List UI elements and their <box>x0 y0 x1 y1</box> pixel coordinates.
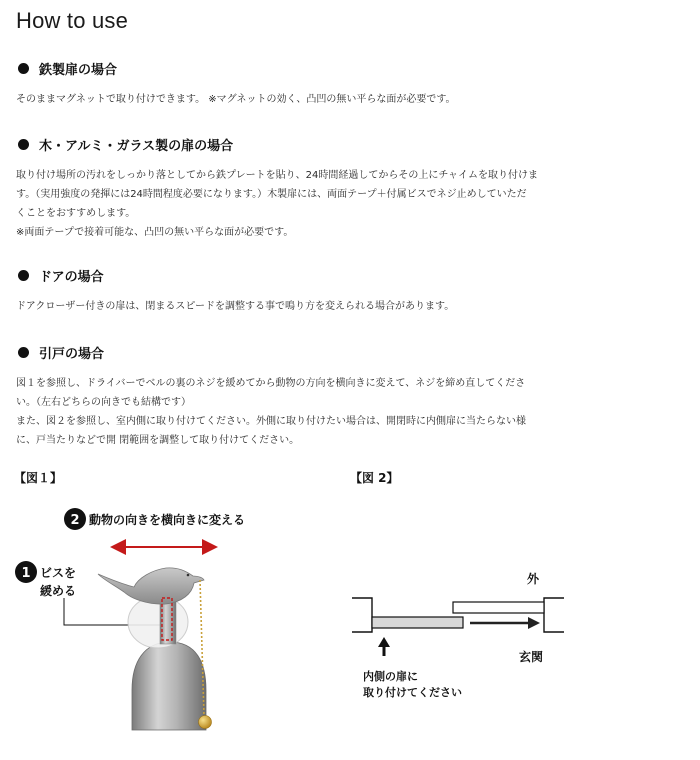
body-line: 図１を参照し、ドライバーでベルの裏のネジを緩めてから動物の方向を横向きに変えて、ネジを締め直してくださ <box>16 378 526 389</box>
body-line: い。（左右どちらの向きでも結構です） <box>16 397 191 408</box>
outer-door <box>453 602 544 613</box>
callout-text-line1: 内側の扉に <box>363 670 418 683</box>
entrance-label: 玄関 <box>519 650 544 664</box>
step2-number: 2 <box>70 513 80 528</box>
body-line: ドアクローザー付きの扉は、閉まるスピードを調整する事で鳴り方を変えられる場合があります。 <box>16 301 455 312</box>
step1-text-line2: 緩める <box>40 584 77 598</box>
body-line: ※両面テープで接着可能な、凸凹の無い平らな面が必要です。 <box>16 227 294 238</box>
section-title: 引戸の場合 <box>39 346 105 362</box>
body-line: くことをおすすめします。 <box>16 208 136 219</box>
figure1-label: 【図１】 <box>14 471 63 485</box>
step2-text: 動物の向きを横向きに変える <box>89 513 246 527</box>
body-line: そのままマグネットで取り付けできます。 ※マグネットの効く、凸凹の無い平らな面が必要です。 <box>16 94 456 105</box>
section-title: ドアの場合 <box>39 269 104 285</box>
right-frame <box>544 598 564 632</box>
figure2-label: 【図 2】 <box>350 471 399 485</box>
slide-arrow-head <box>528 617 540 629</box>
body-line: に、戸当たりなどで開 閉範囲を調整して取り付けてください。 <box>16 435 300 446</box>
step1-number: 1 <box>21 566 31 581</box>
section-title: 木・アルミ・ガラス製の扉の場合 <box>39 138 234 154</box>
inner-door <box>372 617 463 628</box>
step1-text-line1: ビスを <box>40 566 77 580</box>
page-title: How to use <box>16 8 129 33</box>
section-title: 鉄製扉の場合 <box>39 62 118 78</box>
body-line: す。（実用強度の発揮には24時間程度必要になります。）木製扉には、両面テープ＋付属ビスでネジ止めしていただ <box>16 189 527 200</box>
callout-arrow-head <box>378 637 390 647</box>
outside-label: 外 <box>527 572 540 586</box>
left-frame <box>352 598 372 632</box>
body-line: また、図２を参照し、室内側に取り付けてください。外側に取り付けたい場合は、開閉時に内側扉に当たらない様 <box>16 416 526 427</box>
callout-text-line2: 取り付けてください <box>363 686 462 699</box>
body-line: 取り付け場所の汚れをしっかり落としてから鉄プレートを貼り、24時間経過してからその上にチャイムを取り付けま <box>16 170 539 181</box>
